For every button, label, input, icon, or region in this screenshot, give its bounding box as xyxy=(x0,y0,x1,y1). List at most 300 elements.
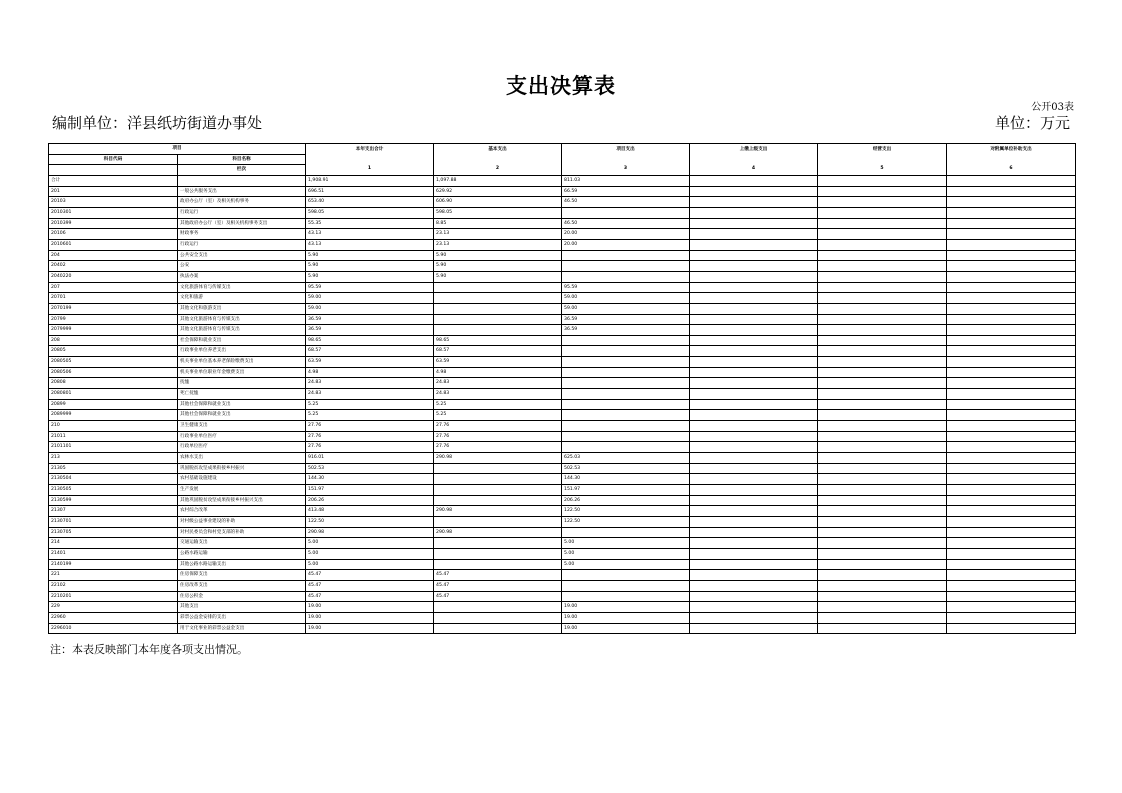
table-row xyxy=(49,516,1076,527)
cell-total: 122.50 xyxy=(306,516,434,527)
cell-project: 122.50 xyxy=(562,506,690,517)
cell-code: 20799 xyxy=(49,314,178,325)
cell-name: 机关事业单位职业年金缴费支出 xyxy=(178,367,306,378)
cell-basic xyxy=(434,485,562,496)
cell-upper xyxy=(690,314,818,325)
cell-upper xyxy=(690,453,818,464)
cell-total: 653.40 xyxy=(306,197,434,208)
cell-total: 19.00 xyxy=(306,612,434,623)
table-row xyxy=(49,250,1076,261)
cell-business xyxy=(818,357,947,368)
cell-code: 208 xyxy=(49,335,178,346)
cell-basic: 45.47 xyxy=(434,591,562,602)
cell-project: 5.00 xyxy=(562,538,690,549)
cell-subsidy xyxy=(947,346,1076,357)
cell-total: 43.13 xyxy=(306,229,434,240)
cell-code: 2296010 xyxy=(49,623,178,634)
cell-upper xyxy=(690,580,818,591)
cell-subsidy xyxy=(947,580,1076,591)
cell-name: 其他政府办公厅（室）及相关机构事务支出 xyxy=(178,218,306,229)
cell-code: 2080506 xyxy=(49,367,178,378)
cell-project xyxy=(562,271,690,282)
cell-business xyxy=(818,431,947,442)
cell-upper xyxy=(690,570,818,581)
cell-subsidy xyxy=(947,410,1076,421)
cell-basic: 5.25 xyxy=(434,399,562,410)
cell-basic: 24.83 xyxy=(434,378,562,389)
cell-code: 2101101 xyxy=(49,442,178,453)
cell-code: 20402 xyxy=(49,261,178,272)
table-row xyxy=(49,261,1076,272)
cell-total: 45.47 xyxy=(306,580,434,591)
cell-project: 122.50 xyxy=(562,516,690,527)
cell-code: 20106 xyxy=(49,229,178,240)
cell-subsidy xyxy=(947,229,1076,240)
cell-upper xyxy=(690,271,818,282)
table-row xyxy=(49,527,1076,538)
cell-code: 2080801 xyxy=(49,389,178,400)
cell-upper xyxy=(690,591,818,602)
table-row xyxy=(49,602,1076,613)
cell-business xyxy=(818,229,947,240)
cell-basic xyxy=(434,559,562,570)
table-row xyxy=(49,612,1076,623)
cell-total: 36.59 xyxy=(306,314,434,325)
cell-business xyxy=(818,548,947,559)
cell-business xyxy=(818,239,947,250)
cell-code: 20808 xyxy=(49,378,178,389)
cell-name xyxy=(178,175,306,186)
cell-total: 19.00 xyxy=(306,602,434,613)
cell-basic: 24.83 xyxy=(434,389,562,400)
cell-subsidy xyxy=(947,570,1076,581)
cell-name: 其他支出 xyxy=(178,602,306,613)
cell-name: 其他公路水路运输支出 xyxy=(178,559,306,570)
cell-name: 政府办公厅（室）及相关机构事务 xyxy=(178,197,306,208)
cell-name: 文化和旅游 xyxy=(178,293,306,304)
cell-total: 59.00 xyxy=(306,293,434,304)
cell-code: 20701 xyxy=(49,293,178,304)
table-row xyxy=(49,197,1076,208)
cell-subsidy xyxy=(947,495,1076,506)
cell-code: 2070199 xyxy=(49,303,178,314)
cell-basic xyxy=(434,516,562,527)
cell-total: 59.00 xyxy=(306,303,434,314)
cell-code: 2140199 xyxy=(49,559,178,570)
cell-total: 27.76 xyxy=(306,442,434,453)
cell-name: 彩票公益金安排的支出 xyxy=(178,612,306,623)
cell-basic xyxy=(434,303,562,314)
cell-basic xyxy=(434,282,562,293)
cell-basic: 27.76 xyxy=(434,431,562,442)
cell-code: 21011 xyxy=(49,431,178,442)
cell-total: 5.25 xyxy=(306,410,434,421)
cell-business xyxy=(818,261,947,272)
cell-subsidy xyxy=(947,293,1076,304)
form-number: 公开03表 xyxy=(1031,102,1074,113)
cell-subsidy xyxy=(947,282,1076,293)
cell-name: 抚恤 xyxy=(178,378,306,389)
cell-code: 2080505 xyxy=(49,357,178,368)
cell-subsidy xyxy=(947,442,1076,453)
cell-code: 21401 xyxy=(49,548,178,559)
table-row xyxy=(49,314,1076,325)
cell-subsidy xyxy=(947,421,1076,432)
cell-subsidy xyxy=(947,314,1076,325)
cell-name: 巩固脱贫攻坚成果衔接乡村振兴 xyxy=(178,463,306,474)
cell-name: 行政运行 xyxy=(178,207,306,218)
cell-basic: 8.85 xyxy=(434,218,562,229)
cell-name: 农林水支出 xyxy=(178,453,306,464)
cell-name: 行政运行 xyxy=(178,239,306,250)
cell-basic xyxy=(434,623,562,634)
cell-basic: 598.05 xyxy=(434,207,562,218)
cell-name: 其他巩固脱贫攻坚成果衔接乡村振兴支出 xyxy=(178,495,306,506)
cell-name: 公共安全支出 xyxy=(178,250,306,261)
cell-project xyxy=(562,261,690,272)
table-row xyxy=(49,410,1076,421)
cell-basic: 45.47 xyxy=(434,570,562,581)
cell-project xyxy=(562,378,690,389)
table-row xyxy=(49,548,1076,559)
cell-business xyxy=(818,442,947,453)
cell-total: 36.59 xyxy=(306,325,434,336)
cell-upper xyxy=(690,197,818,208)
cell-subsidy xyxy=(947,261,1076,272)
cell-total: 1,908.91 xyxy=(306,175,434,186)
cell-total: 5.90 xyxy=(306,261,434,272)
cell-basic xyxy=(434,548,562,559)
cell-business xyxy=(818,559,947,570)
cell-code: 210 xyxy=(49,421,178,432)
cell-code: 214 xyxy=(49,538,178,549)
cell-name: 文化旅游体育与传媒支出 xyxy=(178,282,306,293)
cell-subsidy xyxy=(947,506,1076,517)
cell-upper xyxy=(690,250,818,261)
header-basic: 基本支出 2 xyxy=(434,144,562,176)
cell-basic: 5.90 xyxy=(434,250,562,261)
header-business: 经营支出 5 xyxy=(818,144,947,176)
cell-project xyxy=(562,431,690,442)
cell-project: 5.00 xyxy=(562,559,690,570)
cell-project: 206.26 xyxy=(562,495,690,506)
cell-subsidy xyxy=(947,335,1076,346)
cell-business xyxy=(818,399,947,410)
cell-basic: 1,097.88 xyxy=(434,175,562,186)
cell-business xyxy=(818,612,947,623)
cell-code: 2040220 xyxy=(49,271,178,282)
currency-unit: 单位：万元 xyxy=(994,114,1070,132)
cell-name: 其他文化旅游体育与传媒支出 xyxy=(178,325,306,336)
cell-name: 机关事业单位基本养老保险缴费支出 xyxy=(178,357,306,368)
cell-upper xyxy=(690,421,818,432)
header-name: 科目名称 xyxy=(178,154,306,165)
cell-total: 95.59 xyxy=(306,282,434,293)
cell-project xyxy=(562,357,690,368)
table-note: 注：本表反映部门本年度各项支出情况。 xyxy=(50,643,248,656)
cell-upper xyxy=(690,218,818,229)
cell-subsidy xyxy=(947,453,1076,464)
cell-project: 46.50 xyxy=(562,197,690,208)
cell-subsidy xyxy=(947,431,1076,442)
cell-subsidy xyxy=(947,389,1076,400)
cell-business xyxy=(818,282,947,293)
cell-name: 其他文化旅游体育与传媒支出 xyxy=(178,314,306,325)
cell-basic xyxy=(434,474,562,485)
cell-name: 交通运输支出 xyxy=(178,538,306,549)
cell-total: 598.05 xyxy=(306,207,434,218)
cell-project xyxy=(562,335,690,346)
cell-business xyxy=(818,197,947,208)
cell-name: 行政事业单位医疗 xyxy=(178,431,306,442)
cell-business xyxy=(818,218,947,229)
cell-subsidy xyxy=(947,239,1076,250)
cell-total: 55.35 xyxy=(306,218,434,229)
cell-total: 5.00 xyxy=(306,548,434,559)
cell-upper xyxy=(690,463,818,474)
cell-project: 46.50 xyxy=(562,218,690,229)
cell-upper xyxy=(690,293,818,304)
table-row xyxy=(49,346,1076,357)
cell-code: 2010301 xyxy=(49,207,178,218)
cell-basic: 290.98 xyxy=(434,453,562,464)
cell-business xyxy=(818,207,947,218)
table-row xyxy=(49,421,1076,432)
cell-code: 21305 xyxy=(49,463,178,474)
cell-basic: 27.76 xyxy=(434,442,562,453)
cell-name: 社会保障和就业支出 xyxy=(178,335,306,346)
cell-name: 农村综合改革 xyxy=(178,506,306,517)
table-row xyxy=(49,325,1076,336)
cell-project: 59.00 xyxy=(562,303,690,314)
cell-basic: 98.65 xyxy=(434,335,562,346)
page-title: 支出决算表 xyxy=(506,73,616,98)
cell-upper xyxy=(690,229,818,240)
cell-subsidy xyxy=(947,474,1076,485)
header-item: 项目 xyxy=(49,144,306,155)
cell-business xyxy=(818,410,947,421)
table-row xyxy=(49,378,1076,389)
cell-basic: 290.98 xyxy=(434,506,562,517)
cell-subsidy xyxy=(947,175,1076,186)
cell-subsidy xyxy=(947,325,1076,336)
cell-code: 20899 xyxy=(49,399,178,410)
cell-subsidy xyxy=(947,197,1076,208)
cell-name: 行政单位医疗 xyxy=(178,442,306,453)
table-row xyxy=(49,495,1076,506)
header-upper: 上缴上级支出 4 xyxy=(690,144,818,176)
cell-code: 22102 xyxy=(49,580,178,591)
cell-upper xyxy=(690,410,818,421)
cell-basic: 45.47 xyxy=(434,580,562,591)
cell-upper xyxy=(690,548,818,559)
cell-subsidy xyxy=(947,399,1076,410)
header-subsidy: 对附属单位补助支出 6 xyxy=(947,144,1076,176)
cell-basic: 290.98 xyxy=(434,527,562,538)
cell-project xyxy=(562,580,690,591)
cell-code: 201 xyxy=(49,186,178,197)
cell-upper xyxy=(690,485,818,496)
cell-code: 2130701 xyxy=(49,516,178,527)
cell-upper xyxy=(690,325,818,336)
cell-business xyxy=(818,485,947,496)
cell-total: 5.90 xyxy=(306,271,434,282)
cell-code: 2210201 xyxy=(49,591,178,602)
header-code: 科目代码 xyxy=(49,154,178,165)
table-row xyxy=(49,357,1076,368)
cell-upper xyxy=(690,431,818,442)
cell-upper xyxy=(690,357,818,368)
cell-subsidy xyxy=(947,303,1076,314)
cell-business xyxy=(818,314,947,325)
cell-business xyxy=(818,495,947,506)
cell-project xyxy=(562,442,690,453)
cell-business xyxy=(818,175,947,186)
table-row xyxy=(49,175,1076,186)
table-row xyxy=(49,453,1076,464)
cell-subsidy xyxy=(947,602,1076,613)
cell-subsidy xyxy=(947,207,1076,218)
cell-code: 221 xyxy=(49,570,178,581)
cell-code: 2010399 xyxy=(49,218,178,229)
cell-project: 144.30 xyxy=(562,474,690,485)
cell-project: 36.59 xyxy=(562,325,690,336)
cell-code: 2079999 xyxy=(49,325,178,336)
cell-code: 2130599 xyxy=(49,495,178,506)
cell-project: 95.59 xyxy=(562,282,690,293)
table-row xyxy=(49,442,1076,453)
cell-name: 其他社会保障和就业支出 xyxy=(178,410,306,421)
cell-basic: 5.25 xyxy=(434,410,562,421)
table-row xyxy=(49,580,1076,591)
cell-business xyxy=(818,580,947,591)
cell-total: 290.98 xyxy=(306,527,434,538)
cell-name: 一般公共服务支出 xyxy=(178,186,306,197)
table-row xyxy=(49,399,1076,410)
cell-code: 204 xyxy=(49,250,178,261)
cell-subsidy xyxy=(947,218,1076,229)
cell-basic xyxy=(434,293,562,304)
cell-business xyxy=(818,389,947,400)
table-row xyxy=(49,623,1076,634)
cell-total: 413.48 xyxy=(306,506,434,517)
cell-code: 213 xyxy=(49,453,178,464)
cell-upper xyxy=(690,612,818,623)
cell-basic: 5.90 xyxy=(434,261,562,272)
cell-total: 206.26 xyxy=(306,495,434,506)
cell-upper xyxy=(690,207,818,218)
cell-total: 63.59 xyxy=(306,357,434,368)
cell-subsidy xyxy=(947,559,1076,570)
cell-project: 66.59 xyxy=(562,186,690,197)
cell-name: 财政事务 xyxy=(178,229,306,240)
cell-code: 2130505 xyxy=(49,485,178,496)
cell-upper xyxy=(690,335,818,346)
cell-business xyxy=(818,250,947,261)
cell-business xyxy=(818,463,947,474)
cell-business xyxy=(818,325,947,336)
cell-business xyxy=(818,378,947,389)
table-row xyxy=(49,591,1076,602)
cell-name: 其他社会保障和就业支出 xyxy=(178,399,306,410)
cell-name: 死亡抚恤 xyxy=(178,389,306,400)
cell-business xyxy=(818,271,947,282)
cell-subsidy xyxy=(947,527,1076,538)
cell-upper xyxy=(690,442,818,453)
cell-total: 151.97 xyxy=(306,485,434,496)
cell-total: 144.30 xyxy=(306,474,434,485)
cell-upper xyxy=(690,602,818,613)
cell-project: 20.00 xyxy=(562,239,690,250)
cell-total: 696.51 xyxy=(306,186,434,197)
table-row xyxy=(49,559,1076,570)
cell-business xyxy=(818,602,947,613)
cell-project xyxy=(562,250,690,261)
cell-subsidy xyxy=(947,538,1076,549)
cell-basic: 68.57 xyxy=(434,346,562,357)
cell-subsidy xyxy=(947,250,1076,261)
cell-total: 5.90 xyxy=(306,250,434,261)
cell-total: 4.98 xyxy=(306,367,434,378)
table-row xyxy=(49,474,1076,485)
cell-subsidy xyxy=(947,516,1076,527)
cell-code: 2010601 xyxy=(49,239,178,250)
cell-basic: 629.92 xyxy=(434,186,562,197)
table-row xyxy=(49,186,1076,197)
cell-upper xyxy=(690,399,818,410)
cell-basic: 23.13 xyxy=(434,229,562,240)
expenditure-table xyxy=(48,143,1076,634)
table-row xyxy=(49,303,1076,314)
cell-upper xyxy=(690,559,818,570)
cell-total: 43.13 xyxy=(306,239,434,250)
cell-project xyxy=(562,570,690,581)
cell-code: 2089999 xyxy=(49,410,178,421)
cell-code: 229 xyxy=(49,602,178,613)
cell-upper xyxy=(690,538,818,549)
cell-subsidy xyxy=(947,623,1076,634)
table-row xyxy=(49,335,1076,346)
cell-project: 625.03 xyxy=(562,453,690,464)
table-row xyxy=(49,538,1076,549)
cell-code: 21307 xyxy=(49,506,178,517)
cell-total: 24.83 xyxy=(306,378,434,389)
cell-basic: 23.13 xyxy=(434,239,562,250)
cell-basic: 63.59 xyxy=(434,357,562,368)
cell-project xyxy=(562,399,690,410)
cell-project: 19.00 xyxy=(562,623,690,634)
table-row xyxy=(49,218,1076,229)
cell-project xyxy=(562,410,690,421)
cell-basic: 27.76 xyxy=(434,421,562,432)
cell-subsidy xyxy=(947,186,1076,197)
cell-business xyxy=(818,293,947,304)
table-row xyxy=(49,463,1076,474)
cell-project xyxy=(562,389,690,400)
cell-basic: 4.98 xyxy=(434,367,562,378)
table-row xyxy=(49,485,1076,496)
header-lanci: 栏次 xyxy=(178,165,306,176)
cell-name: 用于文化事业的彩票公益金支出 xyxy=(178,623,306,634)
cell-name: 公路水路运输 xyxy=(178,548,306,559)
cell-subsidy xyxy=(947,612,1076,623)
cell-code: 22960 xyxy=(49,612,178,623)
cell-subsidy xyxy=(947,271,1076,282)
cell-project xyxy=(562,421,690,432)
cell-code: 合计 xyxy=(49,175,178,186)
cell-total: 5.25 xyxy=(306,399,434,410)
cell-name: 住房改革支出 xyxy=(178,580,306,591)
